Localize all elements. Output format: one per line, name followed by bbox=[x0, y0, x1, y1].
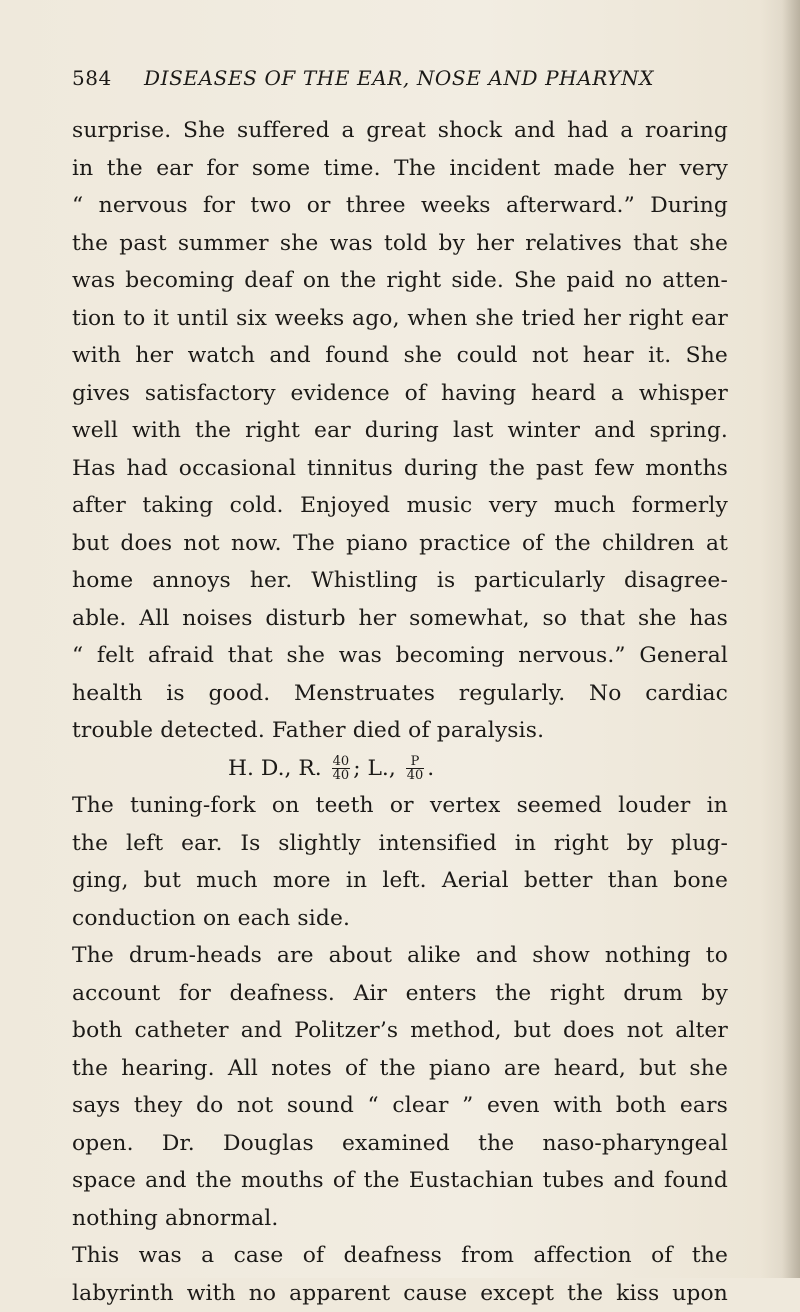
formula-prefix: H. D., R. bbox=[228, 756, 322, 781]
text-line: well with the right ear during last winter and spring. bbox=[72, 412, 728, 450]
text-line: health is good. Menstruates regularly. No cardiac bbox=[72, 675, 728, 713]
hearing-distance-formula bbox=[72, 750, 728, 788]
running-header bbox=[72, 66, 712, 96]
page-edge-shadow bbox=[782, 0, 800, 1278]
text-line: open. Dr. Douglas examined the naso-pharyngeal bbox=[72, 1125, 728, 1163]
text-line: home annoys her. Whistling is particularly disagree- bbox=[72, 562, 728, 600]
text-line: account for deafness. Air enters the right drum by bbox=[72, 975, 728, 1013]
text-line: Has had occasional tinnitus during the past few months bbox=[72, 450, 728, 488]
left-ear-numerator: P bbox=[406, 755, 425, 769]
formula-separator: ; L., bbox=[353, 756, 396, 781]
text-line: space and the mouths of the Eustachian tubes and found bbox=[72, 1162, 728, 1200]
running-title: DISEASES OF THE EAR, NOSE AND PHARYNX bbox=[144, 66, 654, 90]
text-line: surprise. She suffered a great shock and had a roaring bbox=[72, 112, 728, 150]
text-line: The tuning-fork on teeth or vertex seemed louder in bbox=[72, 787, 728, 825]
page-number: 584 bbox=[72, 66, 112, 90]
text-line: tion to it until six weeks ago, when she tried her right ear bbox=[72, 300, 728, 338]
text-line: but does not now. The piano practice of the children at bbox=[72, 525, 728, 563]
text-line: was becoming deaf on the right side. She paid no atten- bbox=[72, 262, 728, 300]
text-line: The drum-heads are about alike and show nothing to bbox=[72, 937, 728, 975]
right-ear-numerator: 40 bbox=[332, 755, 351, 769]
text-line: says they do not sound “ clear ” even with both ears bbox=[72, 1087, 728, 1125]
text-line: both catheter and Politzer’s method, but does not alter bbox=[72, 1012, 728, 1050]
text-line: the hearing. All notes of the piano are heard, but she bbox=[72, 1050, 728, 1088]
text-line: with her watch and found she could not hear it. She bbox=[72, 337, 728, 375]
left-ear-fraction bbox=[406, 755, 425, 782]
right-ear-denominator: 40 bbox=[332, 769, 351, 782]
right-ear-fraction bbox=[332, 755, 351, 782]
text-line: labyrinth with no apparent cause except the kiss upon bbox=[72, 1275, 728, 1312]
text-line: “ nervous for two or three weeks afterward.” During bbox=[72, 187, 728, 225]
text-line: able. All noises disturb her somewhat, so that she has bbox=[72, 600, 728, 638]
text-line: trouble detected. Father died of paralysis. bbox=[72, 712, 728, 750]
body-text bbox=[72, 112, 728, 1312]
text-line: the left ear. Is slightly intensified in right by plug- bbox=[72, 825, 728, 863]
text-line: nothing abnormal. bbox=[72, 1200, 728, 1238]
left-ear-denominator: 40 bbox=[406, 769, 425, 782]
text-line: in the ear for some time. The incident made her very bbox=[72, 150, 728, 188]
text-line: gives satisfactory evidence of having heard a whisper bbox=[72, 375, 728, 413]
text-line: the past summer she was told by her relatives that she bbox=[72, 225, 728, 263]
formula-suffix: . bbox=[427, 756, 434, 781]
text-line: ging, but much more in left. Aerial better than bone bbox=[72, 862, 728, 900]
text-line: after taking cold. Enjoyed music very much formerly bbox=[72, 487, 728, 525]
text-line: conduction on each side. bbox=[72, 900, 728, 938]
text-line: “ felt afraid that she was becoming nervous.” General bbox=[72, 637, 728, 675]
text-line: This was a case of deafness from affection of the bbox=[72, 1237, 728, 1275]
